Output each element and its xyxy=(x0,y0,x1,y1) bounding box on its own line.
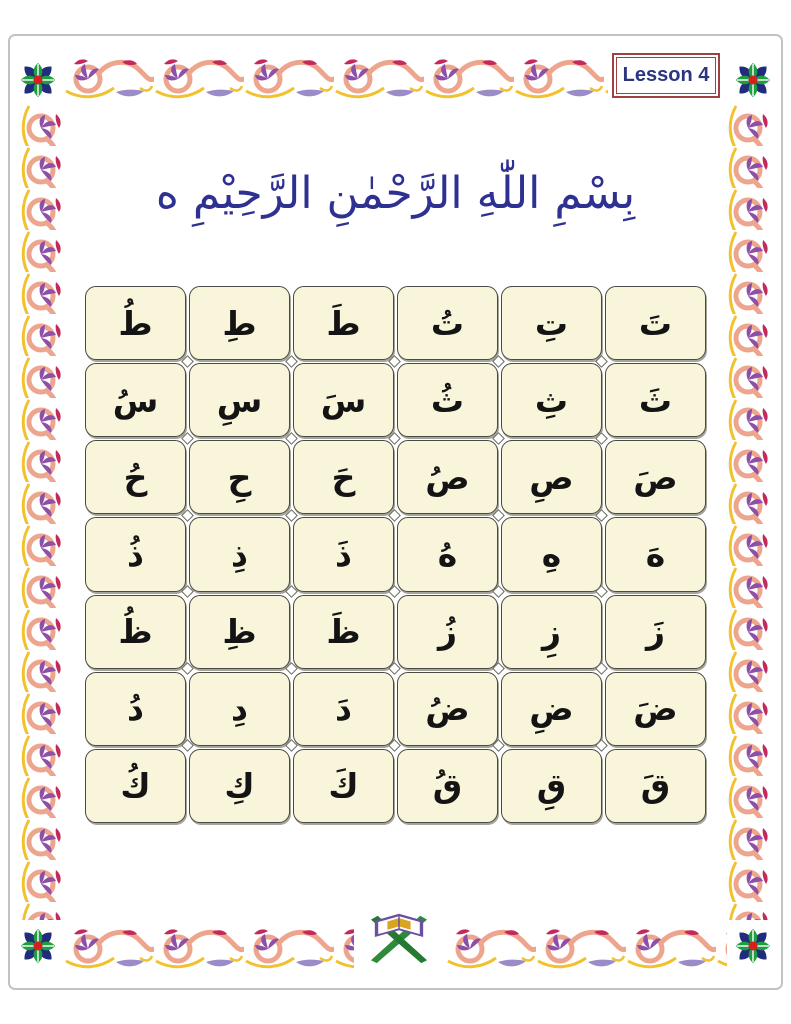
letter-cell: ظَ xyxy=(293,595,394,669)
corner-flower-icon xyxy=(731,924,775,968)
lesson-badge xyxy=(612,53,720,98)
letter-cell: صِ xyxy=(501,440,602,514)
letter-cell: سُ xyxy=(85,363,186,437)
letter-cell: زُ xyxy=(397,595,498,669)
letter-cell: ظُ xyxy=(85,595,186,669)
grid-row xyxy=(85,749,706,823)
letter-cell: تُ xyxy=(397,286,498,360)
letter-cell: كِ xyxy=(189,749,290,823)
grid-row xyxy=(85,286,706,360)
arabesque-border-top xyxy=(64,58,608,100)
letter-cell: كَ xyxy=(293,749,394,823)
letter-cell: ثِ xyxy=(501,363,602,437)
letter-cell: ذَ xyxy=(293,517,394,591)
grid-row xyxy=(85,672,706,746)
letter-cell: هَ xyxy=(605,517,706,591)
letter-cell: دِ xyxy=(189,672,290,746)
letter-cell: صُ xyxy=(397,440,498,514)
letter-cell: ذُ xyxy=(85,517,186,591)
letter-cell: زَ xyxy=(605,595,706,669)
letter-cell: ضِ xyxy=(501,672,602,746)
letter-cell: كُ xyxy=(85,749,186,823)
letter-cell: صَ xyxy=(605,440,706,514)
letter-cell: حَ xyxy=(293,440,394,514)
arabesque-border-bottom-left xyxy=(64,928,354,970)
corner-flower-icon xyxy=(16,58,60,102)
corner-flower-icon xyxy=(731,58,775,102)
arabesque-border-bottom-right xyxy=(446,928,727,970)
letter-cell: حُ xyxy=(85,440,186,514)
grid-row xyxy=(85,595,706,669)
letter-cell: ضَ xyxy=(605,672,706,746)
letter-cell: ذِ xyxy=(189,517,290,591)
letter-cell: سَ xyxy=(293,363,394,437)
grid-row xyxy=(85,363,706,437)
letter-cell: ظِ xyxy=(189,595,290,669)
letter-cell: ثُ xyxy=(397,363,498,437)
letter-cell: تِ xyxy=(501,286,602,360)
letter-cell: قَ xyxy=(605,749,706,823)
letter-cell: حِ xyxy=(189,440,290,514)
letter-cell: طِ xyxy=(189,286,290,360)
letter-cell: قِ xyxy=(501,749,602,823)
letter-cell: طُ xyxy=(85,286,186,360)
letter-cell: ثَ xyxy=(605,363,706,437)
quran-rehal-icon xyxy=(354,908,444,966)
letter-cell: طَ xyxy=(293,286,394,360)
corner-flower-icon xyxy=(16,924,60,968)
letter-cell: زِ xyxy=(501,595,602,669)
grid-row xyxy=(85,440,706,514)
letter-cell: سِ xyxy=(189,363,290,437)
letter-cell: دَ xyxy=(293,672,394,746)
grid-row xyxy=(85,517,706,591)
letter-cell: تَ xyxy=(605,286,706,360)
letter-cell: دُ xyxy=(85,672,186,746)
lesson-label: Lesson 4 xyxy=(616,57,716,94)
letter-cell: قُ xyxy=(397,749,498,823)
bismillah-text: بِسْمِ اللّٰهِ الرَّحْمٰنِ الرَّحِيْمِ ه xyxy=(155,168,636,219)
letter-grid xyxy=(85,286,706,823)
letter-cell: هُ xyxy=(397,517,498,591)
letter-cell: هِ xyxy=(501,517,602,591)
letter-cell: ضُ xyxy=(397,672,498,746)
